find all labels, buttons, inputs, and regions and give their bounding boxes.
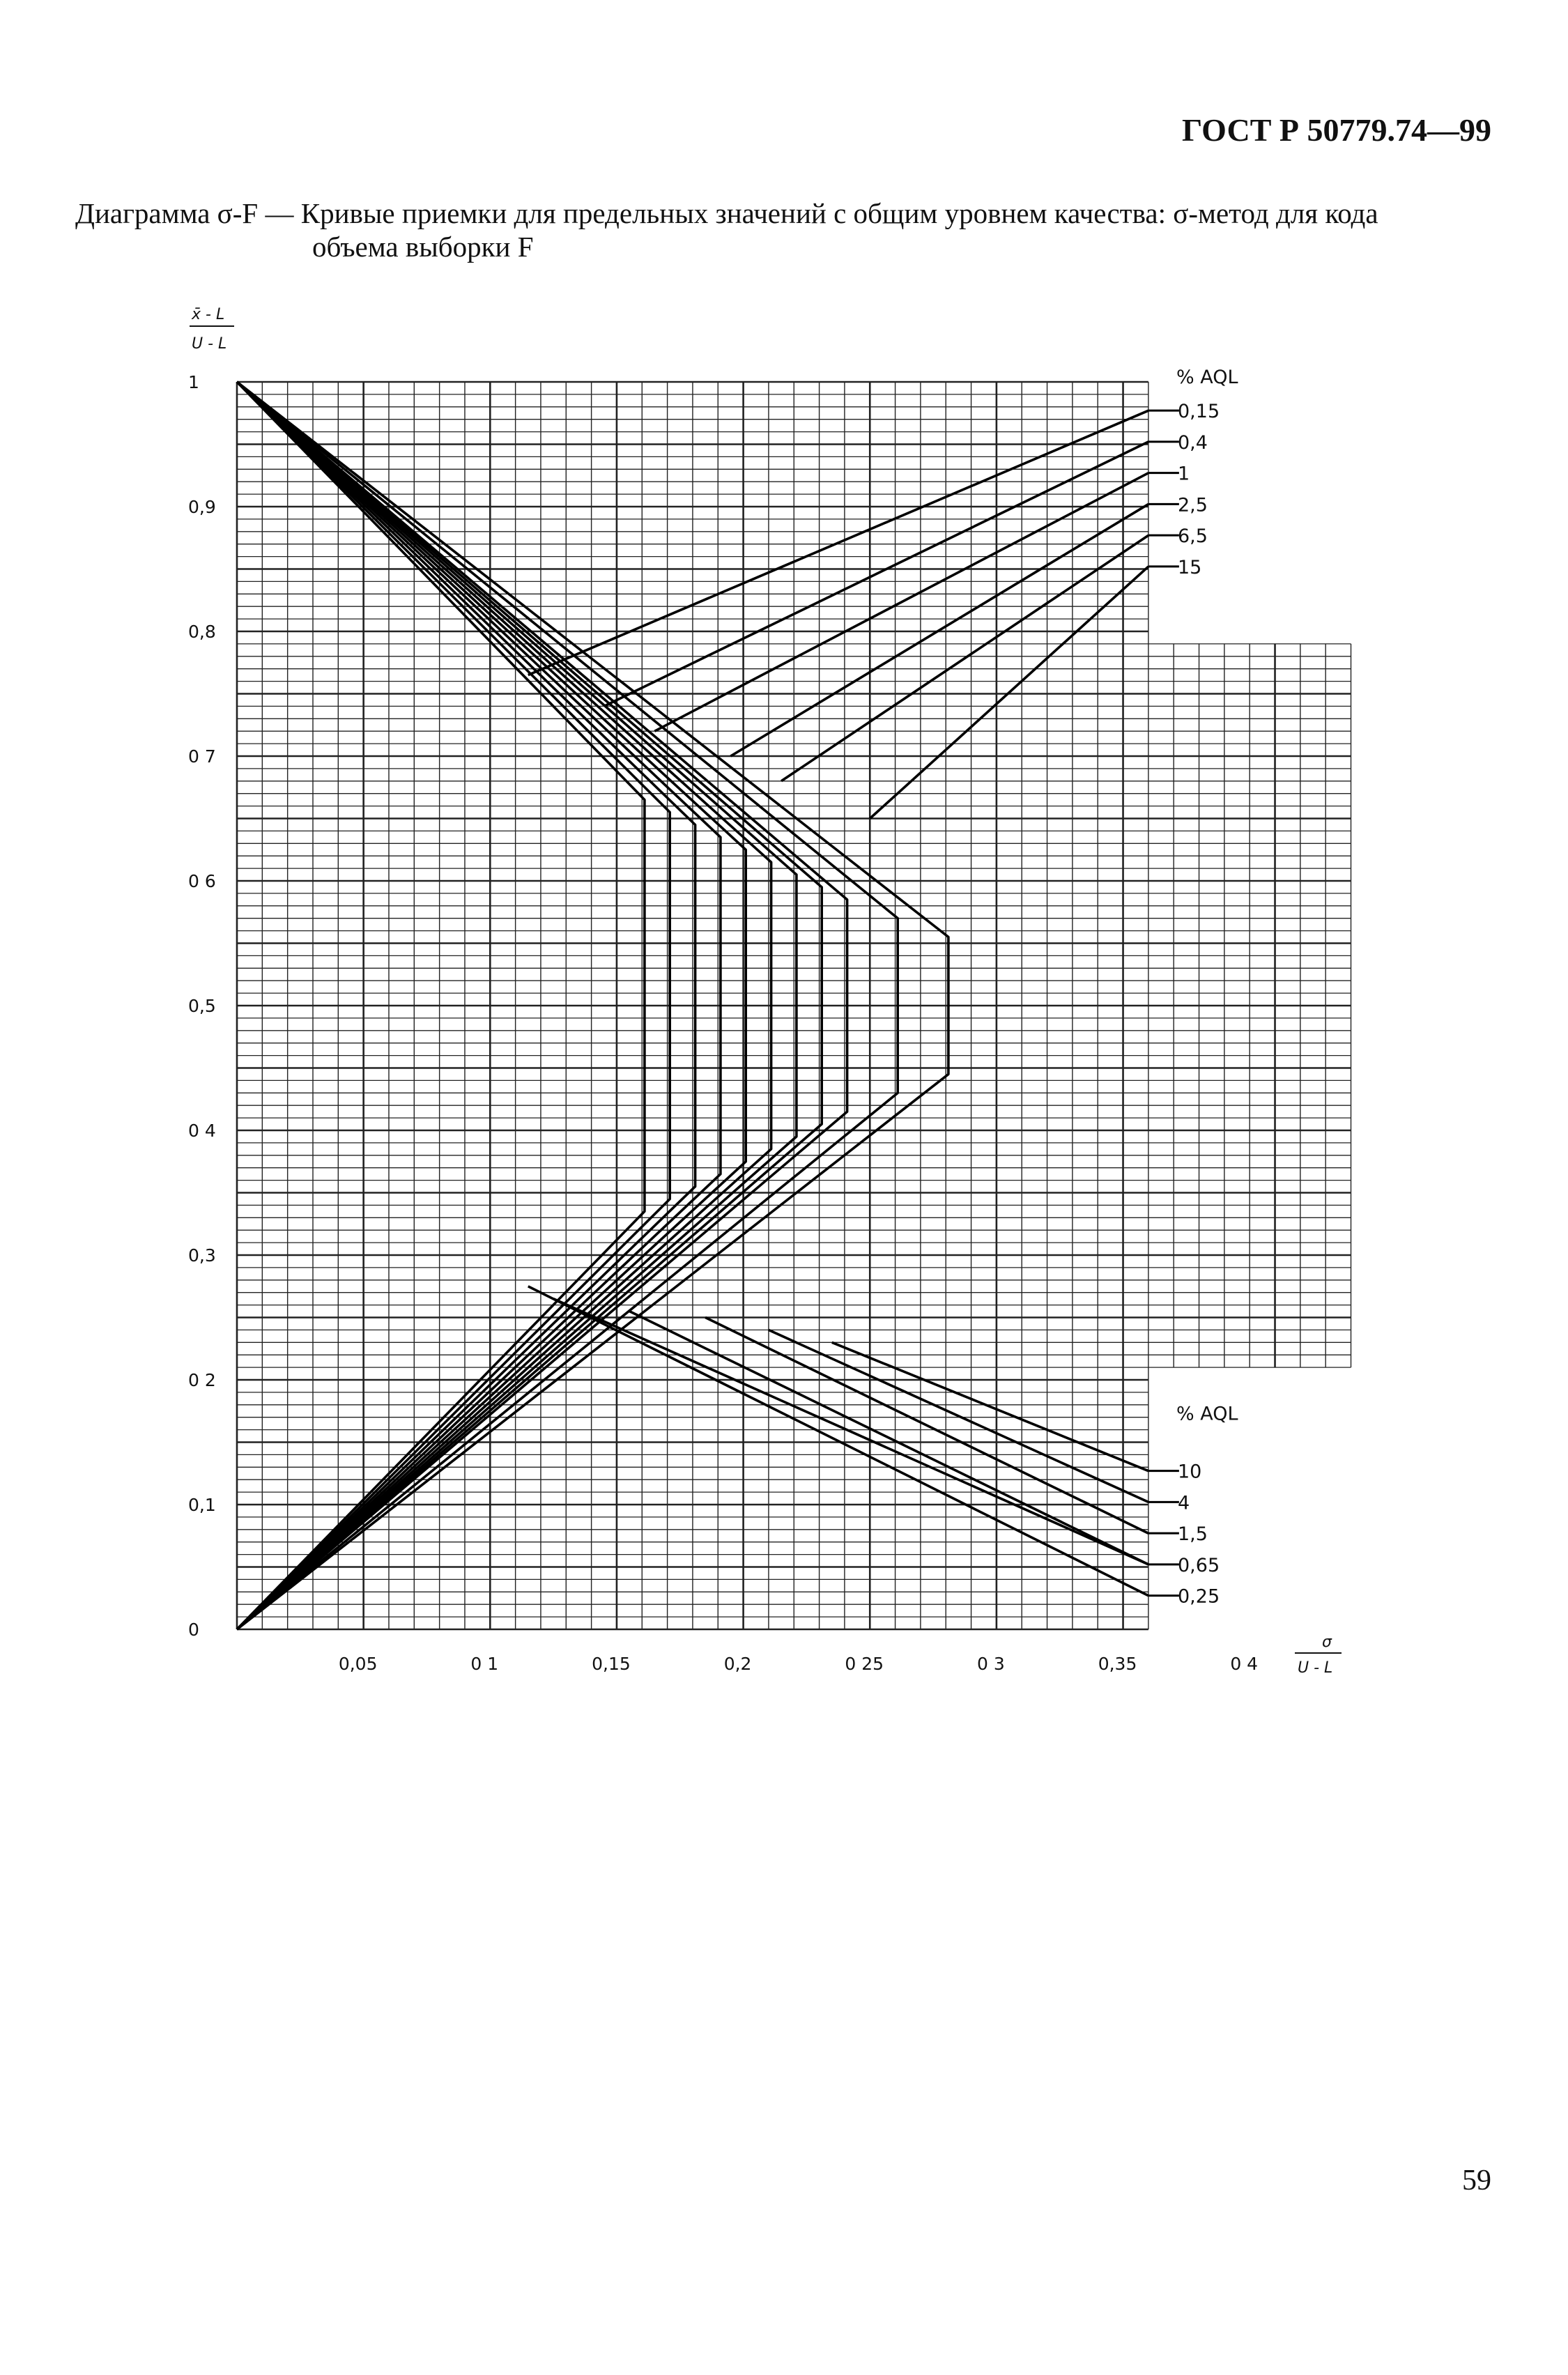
x-tick-label: 0 4 <box>1230 1654 1259 1674</box>
y-tick-label: 0 <box>188 1620 199 1640</box>
page-number: 59 <box>1462 2165 1491 2197</box>
x-axis-label-denominator: U - L <box>1298 1659 1333 1677</box>
legend-title: % AQL <box>1176 1403 1238 1425</box>
legend-label: 1 <box>1178 463 1190 485</box>
x-tick-label: 0,2 <box>723 1654 752 1674</box>
curve-branch-upper <box>654 473 1148 731</box>
x-tick-label: 0,15 <box>592 1654 631 1674</box>
x-tick-label: 0 25 <box>845 1654 884 1674</box>
x-tick-label: 0,05 <box>338 1654 378 1674</box>
legend-label: 6,5 <box>1178 525 1208 548</box>
legend-label: 0,15 <box>1178 401 1220 423</box>
x-tick-label: 0 3 <box>977 1654 1005 1674</box>
y-tick-label: 0,3 <box>188 1245 216 1266</box>
document-code: ГОСТ Р 50779.74—99 <box>1182 112 1491 148</box>
y-tick-label: 0 6 <box>188 871 216 891</box>
curve-branch-lower <box>528 1286 1148 1596</box>
caption-line-2: объема выборки F <box>312 231 534 263</box>
y-tick-label: 0 7 <box>188 746 216 767</box>
legend-label: 4 <box>1178 1492 1190 1514</box>
y-tick-label: 0 4 <box>188 1121 216 1141</box>
legend-label: 0,65 <box>1178 1554 1220 1576</box>
caption-line-1: Диаграмма σ-F — Кривые приемки для предельных значений с общим уровнем качества: σ-метод для кода <box>75 197 1378 229</box>
curve-branch-lower <box>769 1330 1148 1502</box>
curve-branch-lower <box>629 1312 1148 1565</box>
y-tick-label: 0,9 <box>188 497 216 517</box>
legend-label: 0,4 <box>1178 431 1208 454</box>
y-tick-label: 0,8 <box>188 622 216 642</box>
y-tick-label: 0,1 <box>188 1495 216 1515</box>
curve-branch-lower <box>553 1299 1148 1565</box>
legend-label: 10 <box>1178 1461 1202 1483</box>
x-tick-label: 0,35 <box>1098 1654 1137 1674</box>
legend-label: 1,5 <box>1178 1523 1208 1546</box>
x-tick-label: 0 1 <box>470 1654 499 1674</box>
y-tick-label: 0 2 <box>188 1370 216 1390</box>
y-axis-label-numerator: x̄ - L <box>192 306 225 323</box>
y-tick-label: 1 <box>188 372 199 392</box>
x-axis-label-numerator: σ <box>1322 1634 1332 1651</box>
curve-branch-lower <box>705 1318 1148 1534</box>
legend-label: 0,25 <box>1178 1585 1220 1608</box>
legend-label: 2,5 <box>1178 494 1208 516</box>
curve-branch-lower <box>832 1342 1148 1470</box>
y-tick-label: 0,5 <box>188 996 216 1016</box>
curve-branch-upper <box>781 535 1148 781</box>
legend-label: 15 <box>1178 556 1202 578</box>
legend-title: % AQL <box>1176 367 1238 388</box>
y-axis-label-denominator: U - L <box>192 335 227 353</box>
